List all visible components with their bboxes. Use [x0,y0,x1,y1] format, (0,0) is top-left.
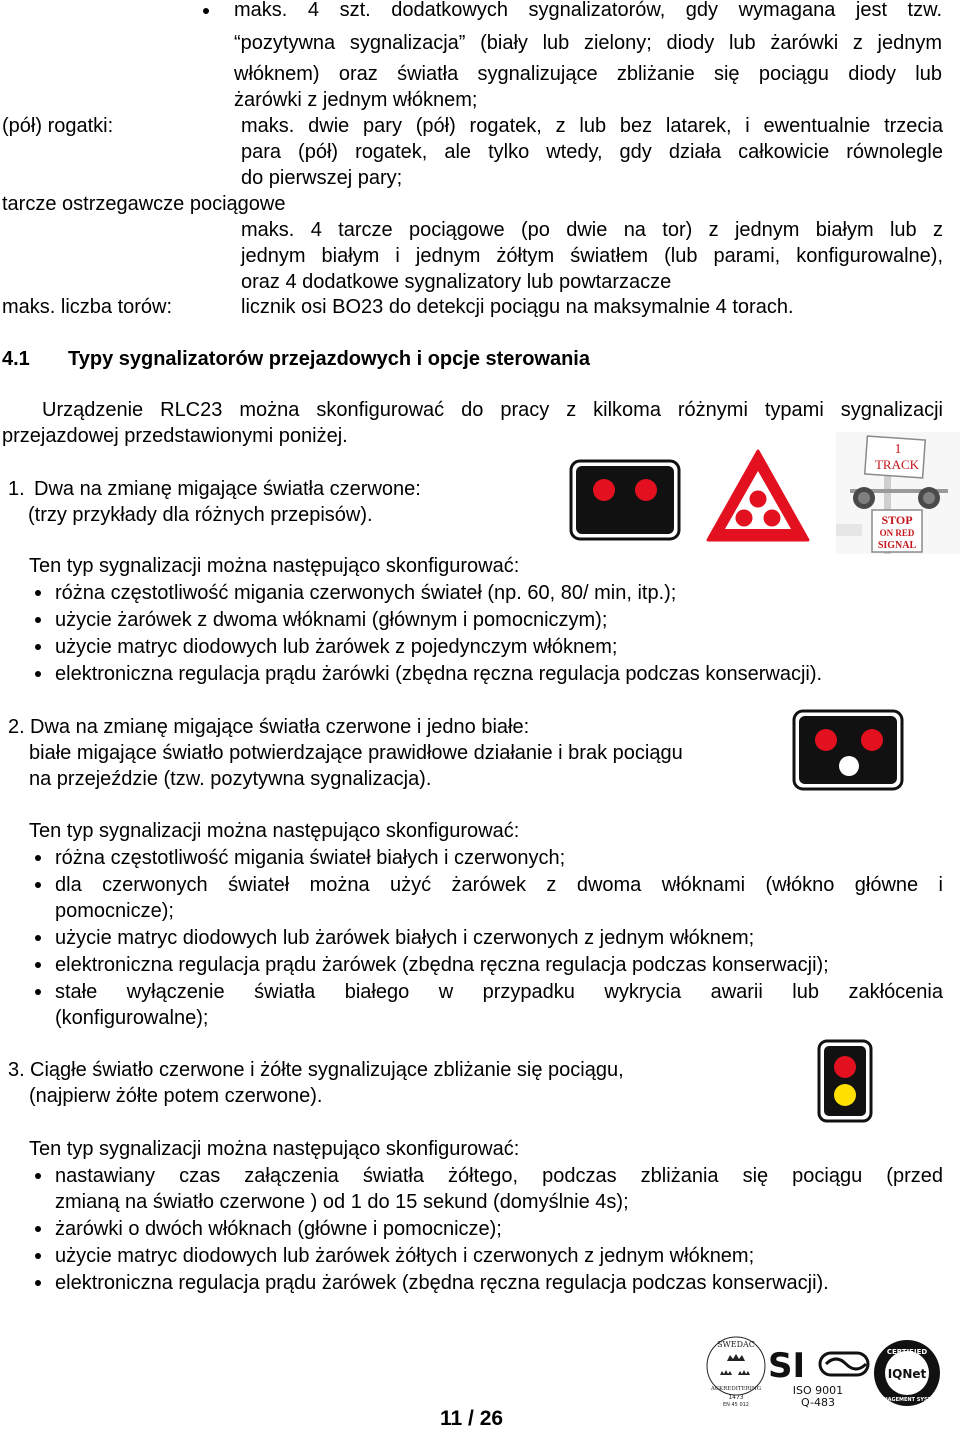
type1-bullet: elektroniczna regulacja prądu żarówki (zbędna ręczna regulacja podczas konserwacji). [55,663,823,685]
iqnet-bottom-text: MANAGEMENT SYSTEM [874,1397,940,1403]
signal-two-red-one-white-icon [792,709,904,791]
section-number: 4.1 [2,348,30,370]
intro-line: Urządzenie RLC23 można skonfigurować do pracy z kilkoma różnymi typami sygnalizacji [42,399,943,421]
type2-bullet: użycie matryc diodowych lub żarówek białych i czerwonych z jednym włóknem; [55,927,755,949]
bullet [35,590,41,596]
bullet [35,962,41,968]
type3-bullet: żarówki o dwóch włóknach (główne i pomocnicze); [55,1218,502,1240]
intro-line: przejazdowej przedstawionymi poniżej. [2,425,348,447]
text-line: do pierwszej pary; [241,167,403,189]
iqnet-top-text: CERTIFIED [886,1348,928,1356]
type3-bullet: użycie matryc diodowych lub żarówek żółtych i czerwonych z jednym włóknem; [55,1245,755,1267]
section-title: Typy sygnalizatorów przejazdowych i opcje sterowania [68,348,590,370]
type2-bullet: dla czerwonych świateł można użyć żarówek z dwoma włóknami (włókno główne i [55,874,943,896]
type1-config-intro: Ten typ sygnalizacji można następująco skonfigurować: [29,555,520,577]
type3-number: 3. [8,1059,25,1081]
text-line: “pozytywna sygnalizacja” (biały lub zielony; diody lub żarówki z jednym [234,32,942,54]
sign-on-red-text: ON RED [879,528,915,538]
bullet [35,882,41,888]
type1-bullet: różna częstotliwość migania czerwonych świateł (np. 60, 80/ min, itp.); [55,582,677,604]
type2-bullet-cont: pomocnicze); [55,900,174,922]
signal-two-red-icon [569,459,681,541]
text-line: maks. 4 szt. dodatkowych sygnalizatorów, gdy wymagana jest tzw. [234,0,942,21]
bullet [35,1253,41,1259]
type1-bullet: użycie żarówek z dwoma włóknami (głównym i pomocniczym); [55,609,608,631]
page-number: 11 / 26 [440,1407,504,1430]
label-rogatki: (pół) rogatki: [2,115,114,137]
type3-title: Ciągłe światło czerwone i żółte sygnalizujące zbliżanie się pociągu, [30,1059,624,1081]
text-line: licznik osi BO23 do detekcji pociągu na maksymalnie 4 torach. [241,296,794,318]
type2-bullet-cont: (konfigurowalne); [55,1007,209,1029]
sign-stop-text: STOP [881,513,913,527]
type1-subtitle: (trzy przykłady dla różnych przepisów). [28,504,373,526]
text-line: maks. 4 tarcze pociągowe (po dwie na tor) z jednym białym lub z [241,219,943,241]
crossing-sign-icon [836,432,960,554]
type2-line: białe migające światło potwierdzające prawidłowe działanie i brak pociągu [29,742,683,764]
type2-bullet: stałe wyłączenie światła białego w przypadku wykrycia awarii lub zakłócenia [55,981,943,1003]
type2-number: 2. [8,716,25,738]
warning-triangle-icon [706,449,810,543]
type1-number: 1. [8,478,25,500]
swedac-bottom-text: ACKREDITERING [710,1386,762,1392]
type1-title: Dwa na zmianę migające światła czerwone: [34,478,421,500]
type2-title: Dwa na zmianę migające światła czerwone i jedno białe: [30,716,530,738]
iqnet-logo-text: IQNet [887,1367,927,1381]
type3-bullet-cont: zmianą na światło czerwone ) od 1 do 15 sekund (domyślnie 4s); [55,1191,629,1213]
sign-track-number: 1 [894,442,902,457]
type3-line: (najpierw żółte potem czerwone). [29,1085,323,1107]
text-line: żarówki z jednym włóknem; [234,89,478,111]
type2-line: na przejeździe (tzw. pozytywna sygnalizacja). [29,768,432,790]
bullet [203,8,209,14]
text-line: włóknem) oraz światła sygnalizujące zbliżanie się pociągu diody lub [234,63,942,85]
type2-bullet: różna częstotliwość migania świateł białych i czerwonych; [55,847,566,869]
signal-red-yellow-icon [817,1039,873,1123]
text-line: jednym białym i jednym żółtym światłem (lub parami, konfigurowalne), [241,245,943,267]
type3-bullet: nastawiany czas załączenia światła żółtego, podczas zbliżania się pociągu (przed [55,1165,943,1187]
bullet [35,1226,41,1232]
bullet [35,1173,41,1179]
swedac-number: 1473 [728,1394,744,1401]
bullet [35,855,41,861]
swedac-standard: EN 45 012 [723,1402,749,1407]
text-line: maks. dwie pary (pół) rogatek, z lub bez latarek, i ewentualnie trzecia [241,115,943,137]
iqnet-logo-icon [872,1338,942,1408]
bullet [35,935,41,941]
type2-config-intro: Ten typ sygnalizacji można następująco skonfigurować: [29,820,520,842]
label-tory: maks. liczba torów: [2,296,173,318]
label-tarcze: tarcze ostrzegawcze pociągowe [2,193,286,215]
sign-track-text: TRACK [874,457,920,472]
si-iso-logo-icon [766,1345,870,1409]
text-line: oraz 4 dodatkowe sygnalizatory lub powtarzacze [241,271,672,293]
sign-signal-text: SIGNAL [877,540,917,551]
si-logo-text: SI [768,1346,806,1386]
iso-text: ISO 9001 [792,1384,844,1397]
bullet [35,1280,41,1286]
bullet [35,989,41,995]
type1-bullet: użycie matryc diodowych lub żarówek z pojedynczym włóknem; [55,636,618,658]
swedac-logo-icon [705,1335,767,1407]
type3-config-intro: Ten typ sygnalizacji można następująco skonfigurować: [29,1138,520,1160]
bullet [35,617,41,623]
type2-bullet: elektroniczna regulacja prądu żarówek (zbędna ręczna regulacja podczas konserwacji); [55,954,829,976]
bullet [35,644,41,650]
bullet [35,671,41,677]
type3-bullet: elektroniczna regulacja prądu żarówek (zbędna ręczna regulacja podczas konserwacji). [55,1272,829,1294]
text-line: para (pół) rogatek, ale tylko wtedy, gdy działa całkowicie równolegle [241,141,943,163]
swedac-top-text: SWEDAC [717,1340,755,1349]
q-number: Q-483 [801,1396,835,1409]
